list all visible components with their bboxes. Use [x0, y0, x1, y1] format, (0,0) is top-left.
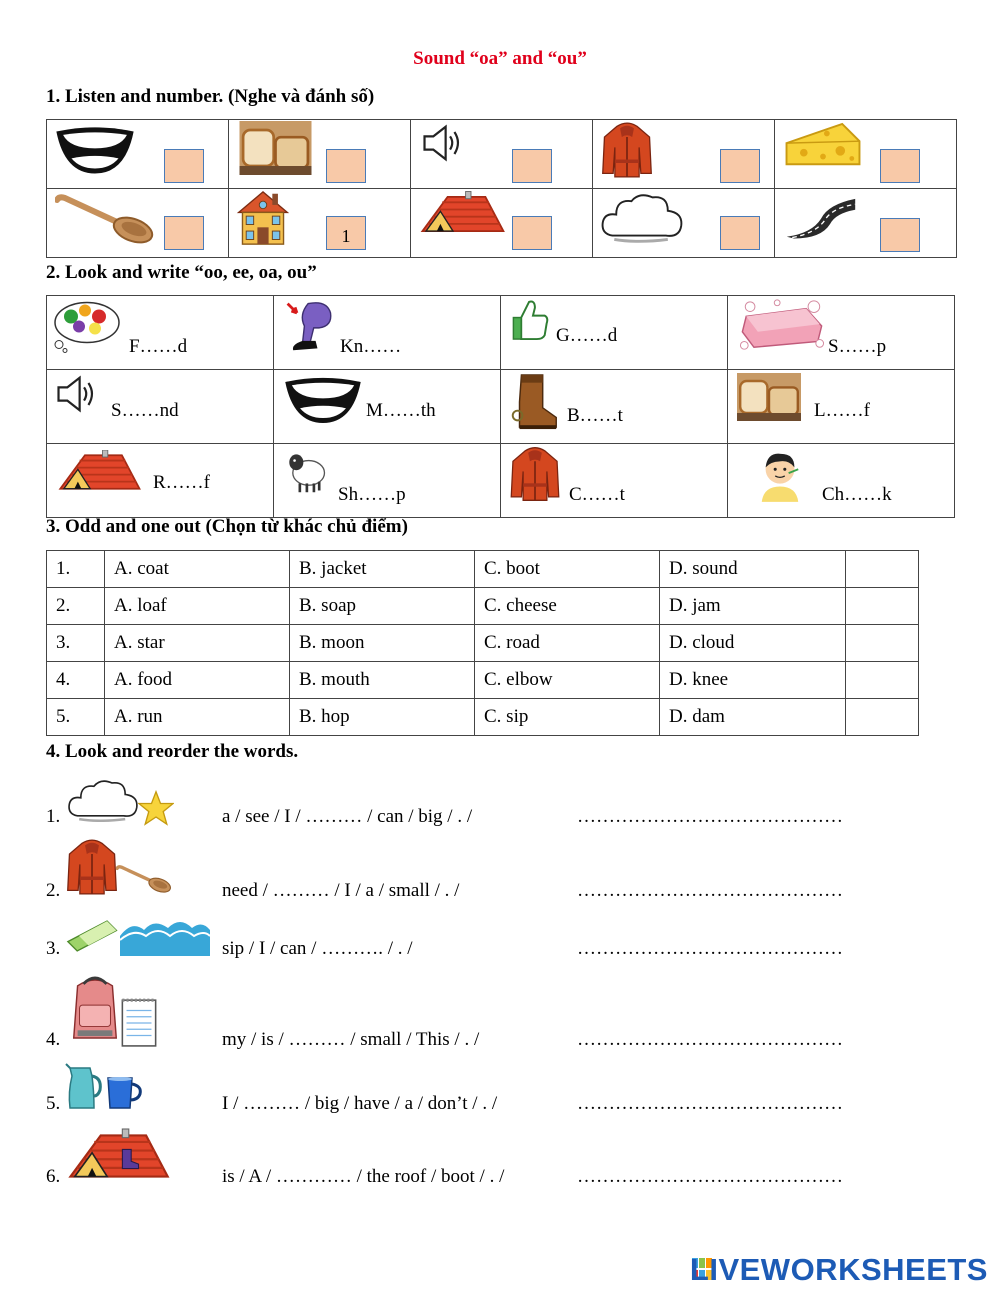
question-number: 5. [47, 699, 105, 736]
liveworksheets-logo[interactable]: LIVEWORKSHEETS [689, 1252, 988, 1287]
write-cell [728, 370, 955, 444]
write-cell [728, 444, 955, 518]
listen-cell [47, 189, 229, 258]
option-cell: C. boot [475, 551, 660, 588]
number-answer-box[interactable] [512, 216, 552, 250]
reorder-words: my / is / ……… / small / This / . / [222, 1029, 480, 1050]
option-cell: D. dam [660, 699, 846, 736]
cheese-icon [783, 122, 863, 170]
number-answer-box[interactable] [164, 216, 204, 250]
spoon-icon [116, 864, 172, 894]
odd-answer-cell[interactable] [846, 551, 919, 588]
boy-icon [756, 446, 804, 504]
reorder-number: 4. [46, 1029, 61, 1050]
listen-cell [47, 120, 229, 189]
water-icon [120, 914, 210, 958]
reorder-answer-line[interactable]: …………………………………… [577, 1166, 843, 1187]
listen-cell [411, 120, 593, 189]
road-icon [785, 192, 857, 240]
write-cell [501, 296, 728, 370]
word-blank[interactable]: S……p [828, 336, 887, 357]
write-cell [47, 444, 274, 518]
word-blank[interactable]: F……d [129, 336, 188, 357]
roof-icon [55, 450, 143, 494]
listen-cell [411, 189, 593, 258]
question-number: 3. [47, 625, 105, 662]
reorder-words: a / see / I / ……… / can / big / . / [222, 806, 473, 827]
backpack-icon [66, 974, 124, 1046]
jug-icon [64, 1062, 104, 1112]
reorder-number: 3. [46, 938, 61, 959]
word-blank[interactable]: G……d [556, 325, 618, 346]
option-cell: B. mouth [290, 662, 475, 699]
listen-cell [229, 189, 411, 258]
odd-answer-cell[interactable] [846, 699, 919, 736]
question-number: 2. [47, 588, 105, 625]
option-cell: D. knee [660, 662, 846, 699]
listen-cell [775, 120, 957, 189]
reorder-answer-line[interactable]: …………………………………… [577, 1029, 843, 1050]
look-write-table [46, 295, 955, 518]
knee-icon [282, 298, 338, 354]
reorder-answer-line[interactable]: …………………………………… [577, 880, 843, 901]
word-blank[interactable]: R……f [153, 472, 210, 493]
write-cell [274, 370, 501, 444]
bread-icon [238, 121, 313, 175]
question-number: 1. [47, 551, 105, 588]
listen-cell [229, 120, 411, 189]
option-cell: D. cloud [660, 625, 846, 662]
write-cell [47, 296, 274, 370]
bread-icon [736, 373, 802, 421]
listen-cell [593, 189, 775, 258]
write-cell [728, 296, 955, 370]
odd-answer-cell[interactable] [846, 625, 919, 662]
notebook-icon [118, 996, 160, 1048]
coat-icon [601, 121, 653, 179]
reorder-number: 6. [46, 1166, 61, 1187]
food-icon [51, 298, 121, 354]
boot-icon [509, 373, 559, 431]
number-answer-box[interactable] [720, 216, 760, 250]
option-cell: A. loaf [105, 588, 290, 625]
option-cell: C. sip [475, 699, 660, 736]
section2-heading: 2. Look and write “oo, ee, oa, ou” [46, 262, 317, 283]
question-number: 4. [47, 662, 105, 699]
write-cell [501, 370, 728, 444]
odd-one-out-table [46, 550, 919, 736]
option-cell: D. sound [660, 551, 846, 588]
word-blank[interactable]: S……nd [111, 400, 179, 421]
reorder-number: 5. [46, 1093, 61, 1114]
cloud-icon [66, 776, 140, 822]
option-cell: C. cheese [475, 588, 660, 625]
house-icon [235, 190, 291, 246]
roof-icon [417, 191, 507, 237]
reorder-words: need / ……… / I / a / small / . / [222, 880, 460, 901]
mouth-icon [53, 122, 137, 178]
word-blank[interactable]: C……t [569, 484, 625, 505]
reorder-answer-line[interactable]: …………………………………… [577, 806, 843, 827]
odd-row [47, 699, 919, 736]
word-blank[interactable]: M……th [366, 400, 436, 421]
gum-icon [66, 916, 122, 956]
odd-row [47, 662, 919, 699]
reorder-number: 1. [46, 806, 61, 827]
option-cell: B. soap [290, 588, 475, 625]
number-answer-box[interactable] [720, 149, 760, 183]
reorder-answer-line[interactable]: …………………………………… [577, 938, 843, 959]
section1-heading: 1. Listen and number. (Nghe và đánh số) [46, 86, 375, 107]
spoon-icon [55, 193, 155, 245]
option-cell: A. star [105, 625, 290, 662]
option-cell: B. moon [290, 625, 475, 662]
option-cell: A. food [105, 662, 290, 699]
soap-icon [736, 297, 828, 355]
option-cell: C. elbow [475, 662, 660, 699]
write-cell [47, 370, 274, 444]
listen-cell [775, 189, 957, 258]
sheep-icon [284, 448, 328, 496]
cloud-icon [599, 189, 685, 243]
option-cell: B. jacket [290, 551, 475, 588]
section3-heading: 3. Odd and one out (Chọn từ khác chủ điểm) [46, 516, 408, 537]
odd-row [47, 551, 919, 588]
thumbs-up-icon [511, 298, 551, 342]
word-blank[interactable]: B……t [567, 405, 623, 426]
write-cell [501, 444, 728, 518]
odd-row [47, 625, 919, 662]
coat-icon [66, 838, 118, 896]
option-cell: A. run [105, 699, 290, 736]
mouth-icon [282, 373, 364, 427]
reorder-words: is / A / ………… / the roof / boot / . / [222, 1166, 505, 1187]
number-answer-box[interactable] [164, 149, 204, 183]
speaker-icon [421, 123, 465, 163]
odd-row [47, 588, 919, 625]
option-cell: B. hop [290, 699, 475, 736]
number-answer-box[interactable] [326, 149, 366, 183]
reorder-answer-line[interactable]: …………………………………… [577, 1093, 843, 1114]
word-blank[interactable]: Ch……k [822, 484, 892, 505]
number-answer-box[interactable] [880, 218, 920, 252]
number-answer-box[interactable] [512, 149, 552, 183]
write-cell [274, 296, 501, 370]
odd-answer-cell[interactable] [846, 662, 919, 699]
coat-icon [509, 446, 561, 502]
page-title: Sound “oa” and “ou” [413, 48, 587, 69]
reorder-words: sip / I / can / ………. / . / [222, 938, 413, 959]
listen-cell [593, 120, 775, 189]
odd-answer-cell[interactable] [846, 588, 919, 625]
mug-icon [104, 1072, 144, 1112]
speaker-icon [55, 374, 99, 414]
option-cell: C. road [475, 625, 660, 662]
boot-icon [118, 1148, 140, 1170]
word-blank[interactable]: L……f [814, 400, 870, 421]
option-cell: A. coat [105, 551, 290, 588]
section4-heading: 4. Look and reorder the words. [46, 741, 299, 762]
word-blank[interactable]: Sh……p [338, 484, 406, 505]
write-cell [274, 444, 501, 518]
word-blank[interactable]: Kn…… [340, 336, 402, 357]
listen-number-table [46, 119, 957, 258]
reorder-number: 2. [46, 880, 61, 901]
number-answer-box[interactable] [880, 149, 920, 183]
star-icon [138, 790, 174, 826]
reorder-words: I / ……… / big / have / a / don’t / . / [222, 1093, 498, 1114]
number-answer-box[interactable]: 1 [326, 216, 366, 250]
option-cell: D. jam [660, 588, 846, 625]
